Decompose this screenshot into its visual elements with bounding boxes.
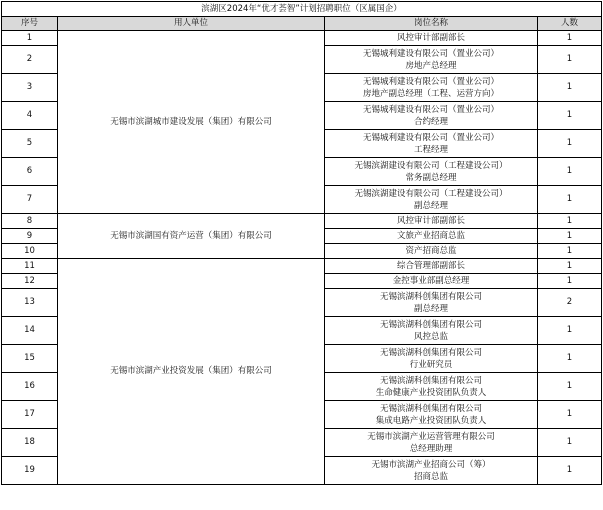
cell-seq: 2 bbox=[2, 46, 58, 74]
position-line-1: 无锡滨湖科创集团有限公司 bbox=[379, 375, 482, 386]
table-row bbox=[2, 214, 602, 229]
position-line-1: 文旅产业招商总监 bbox=[396, 231, 465, 241]
cell-position bbox=[325, 102, 538, 130]
cell-seq: 11 bbox=[2, 259, 58, 274]
position-line-2: 风控总监 bbox=[413, 331, 448, 342]
cell-count: 1 bbox=[538, 373, 602, 401]
cell-count: 1 bbox=[538, 229, 602, 244]
cell-seq: 3 bbox=[2, 74, 58, 102]
cell-position bbox=[325, 74, 538, 102]
cell-count: 1 bbox=[538, 102, 602, 130]
cell-count: 1 bbox=[538, 158, 602, 186]
cell-seq: 9 bbox=[2, 229, 58, 244]
position-line-1: 无锡市滨湖产业招商公司（筹） bbox=[371, 459, 491, 470]
cell-position bbox=[325, 244, 538, 259]
cell-seq: 5 bbox=[2, 130, 58, 158]
cell-seq: 10 bbox=[2, 244, 58, 259]
position-line-2: 副总经理 bbox=[413, 200, 448, 211]
position-line-1: 风控审计部副部长 bbox=[396, 33, 465, 43]
cell-seq: 18 bbox=[2, 429, 58, 457]
position-line-2: 集成电路产业投资团队负责人 bbox=[375, 415, 487, 426]
cell-seq: 13 bbox=[2, 289, 58, 317]
header-seq: 序号 bbox=[2, 17, 58, 31]
position-line-2: 合约经理 bbox=[413, 116, 448, 127]
cell-position bbox=[325, 186, 538, 214]
cell-position bbox=[325, 214, 538, 229]
cell-seq: 14 bbox=[2, 317, 58, 345]
header-unit: 用人单位 bbox=[58, 17, 325, 31]
cell-count: 1 bbox=[538, 429, 602, 457]
cell-position bbox=[325, 457, 538, 485]
cell-seq: 7 bbox=[2, 186, 58, 214]
cell-seq: 12 bbox=[2, 274, 58, 289]
position-line-1: 无锡城利建设有限公司（置业公司） bbox=[362, 132, 499, 143]
cell-position bbox=[325, 274, 538, 289]
cell-count: 1 bbox=[538, 274, 602, 289]
position-line-2: 招商总监 bbox=[413, 471, 448, 482]
position-line-2: 总经理助理 bbox=[409, 443, 453, 454]
cell-seq: 19 bbox=[2, 457, 58, 485]
cell-count: 2 bbox=[538, 289, 602, 317]
cell-count: 1 bbox=[538, 214, 602, 229]
cell-unit: 无锡市滨湖国有资产运营（集团）有限公司 bbox=[58, 214, 325, 259]
position-line-1: 风控审计部副部长 bbox=[396, 216, 465, 226]
cell-seq: 8 bbox=[2, 214, 58, 229]
position-line-1: 综合管理部副部长 bbox=[396, 261, 465, 271]
cell-count: 1 bbox=[538, 31, 602, 46]
cell-seq: 4 bbox=[2, 102, 58, 130]
position-line-1: 无锡滨湖科创集团有限公司 bbox=[379, 319, 482, 330]
position-line-1: 无锡滨湖科创集团有限公司 bbox=[379, 403, 482, 414]
cell-position bbox=[325, 429, 538, 457]
position-line-1: 无锡滨湖科创集团有限公司 bbox=[379, 291, 482, 302]
position-line-2: 房地产副总经理（工程、运营方向） bbox=[362, 88, 499, 99]
position-line-1: 无锡滨湖建设有限公司（工程建设公司） bbox=[354, 188, 508, 199]
cell-seq: 15 bbox=[2, 345, 58, 373]
position-line-1: 无锡滨湖建设有限公司（工程建设公司） bbox=[354, 160, 508, 171]
position-line-2: 房地产总经理 bbox=[405, 60, 457, 71]
table-row bbox=[2, 31, 602, 46]
cell-seq: 6 bbox=[2, 158, 58, 186]
position-line-1: 无锡市滨湖产业运营管理有限公司 bbox=[367, 431, 495, 442]
cell-position bbox=[325, 259, 538, 274]
position-line-1: 无锡城利建设有限公司（置业公司） bbox=[362, 104, 499, 115]
cell-count: 1 bbox=[538, 186, 602, 214]
cell-position bbox=[325, 373, 538, 401]
position-line-1: 资产招商总监 bbox=[405, 246, 457, 256]
cell-position bbox=[325, 401, 538, 429]
cell-unit: 无锡市滨湖城市建设发展（集团）有限公司 bbox=[58, 31, 325, 214]
cell-seq: 16 bbox=[2, 373, 58, 401]
cell-position bbox=[325, 31, 538, 46]
position-line-1: 无锡城利建设有限公司（置业公司） bbox=[362, 76, 499, 87]
table-row bbox=[2, 259, 602, 274]
position-line-2: 常务副总经理 bbox=[405, 172, 457, 183]
cell-seq: 1 bbox=[2, 31, 58, 46]
position-line-2: 生命健康产业投资团队负责人 bbox=[375, 387, 487, 398]
cell-count: 1 bbox=[538, 345, 602, 373]
cell-count: 1 bbox=[538, 130, 602, 158]
header-position: 岗位名称 bbox=[325, 17, 538, 31]
cell-seq: 17 bbox=[2, 401, 58, 429]
position-line-2: 副总经理 bbox=[413, 303, 448, 314]
cell-count: 1 bbox=[538, 46, 602, 74]
cell-unit: 无锡市滨湖产业投资发展（集团）有限公司 bbox=[58, 259, 325, 485]
cell-count: 1 bbox=[538, 457, 602, 485]
position-line-1: 金控事业部副总经理 bbox=[392, 276, 470, 286]
cell-position bbox=[325, 130, 538, 158]
header-count: 人数 bbox=[538, 17, 602, 31]
position-line-1: 无锡滨湖科创集团有限公司 bbox=[379, 347, 482, 358]
header-row bbox=[2, 17, 602, 31]
title-row bbox=[2, 2, 602, 17]
cell-count: 1 bbox=[538, 259, 602, 274]
cell-position bbox=[325, 158, 538, 186]
cell-count: 1 bbox=[538, 317, 602, 345]
cell-count: 1 bbox=[538, 244, 602, 259]
position-line-2: 行业研究员 bbox=[409, 359, 453, 370]
cell-count: 1 bbox=[538, 401, 602, 429]
cell-position bbox=[325, 345, 538, 373]
position-line-2: 工程经理 bbox=[413, 144, 448, 155]
cell-count: 1 bbox=[538, 74, 602, 102]
table-title: 滨湖区2024年“优才荟智”计划招聘职位（区属国企） bbox=[2, 2, 602, 17]
cell-position bbox=[325, 229, 538, 244]
cell-position bbox=[325, 317, 538, 345]
position-line-1: 无锡城利建设有限公司（置业公司） bbox=[362, 48, 499, 59]
cell-position bbox=[325, 289, 538, 317]
cell-position bbox=[325, 46, 538, 74]
recruitment-table bbox=[1, 1, 602, 485]
